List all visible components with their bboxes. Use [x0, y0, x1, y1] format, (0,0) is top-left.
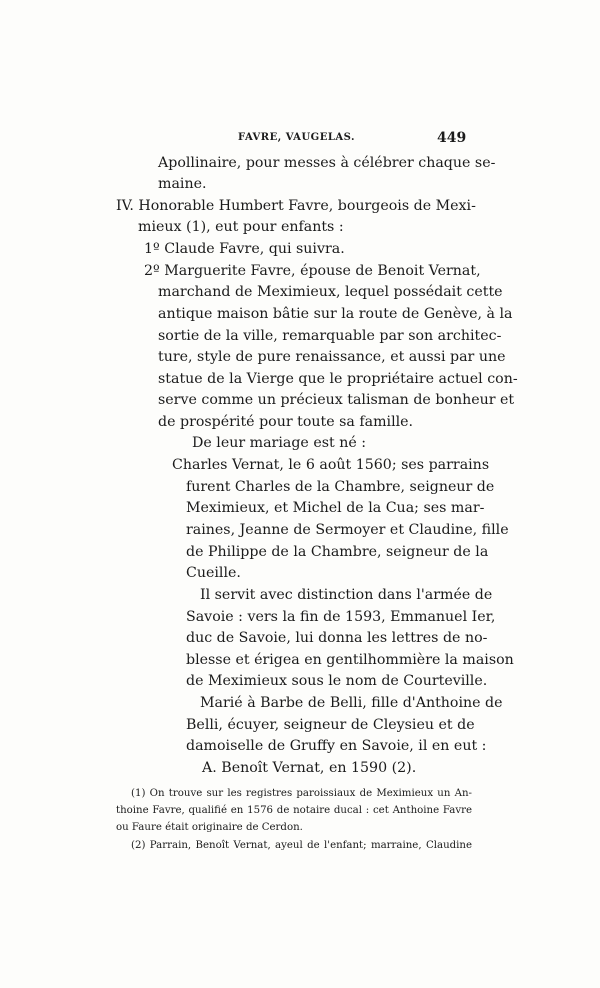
text-line: antique maison bâtie sur la route de Genève, à la — [158, 306, 513, 322]
text-line: IV. Honorable Humbert Favre, bourgeois de Mexi- — [116, 198, 476, 214]
footnote-line: thoine Favre, qualifié en 1576 de notaire ducal : cet Anthoine Favre — [116, 805, 472, 816]
text-line: Belli, écuyer, seigneur de Cleysieu et de — [186, 717, 475, 733]
text-line: damoiselle de Gruffy en Savoie, il en eut : — [186, 738, 487, 754]
text-line: de prospérité pour toute sa famille. — [158, 414, 414, 430]
text-line: ture, style de pure renaissance, et aussi par une — [158, 349, 506, 365]
text-line: marchand de Meximieux, lequel possédait cette — [158, 284, 503, 300]
text-line: Apollinaire, pour messes à célébrer chaque se- — [158, 155, 496, 171]
text-line: maine. — [158, 176, 207, 192]
footnote-line: (2) Parrain, Benoît Vernat, ayeul de l'enfant; marraine, Claudine — [131, 840, 472, 851]
text-line: Cueille. — [186, 565, 241, 581]
text-line: furent Charles de la Chambre, seigneur de — [186, 479, 495, 495]
text-line: Charles Vernat, le 6 août 1560; ses parrains — [172, 457, 490, 473]
text-line: 1º Claude Favre, qui suivra. — [144, 241, 345, 257]
text-line: A. Benoît Vernat, en 1590 (2). — [202, 760, 417, 776]
text-line: Meximieux, et Michel de la Cua; ses mar- — [186, 500, 485, 516]
text-line: sortie de la ville, remarquable par son architec- — [158, 328, 502, 344]
text-line: 2º Marguerite Favre, épouse de Benoit Vernat, — [144, 263, 481, 279]
text-line: de Philippe de la Chambre, seigneur de la — [186, 544, 489, 560]
text-line: serve comme un précieux talisman de bonheur et — [158, 392, 515, 408]
page-number: 449 — [437, 130, 467, 146]
text-line: duc de Savoie, lui donna les lettres de no- — [186, 630, 488, 646]
footnote-line: ou Faure était originaire de Cerdon. — [116, 822, 303, 833]
text-line: de Meximieux sous le nom de Courteville. — [186, 673, 488, 689]
page-header — [0, 130, 600, 150]
text-line: Marié à Barbe de Belli, fille d'Anthoine de — [200, 695, 503, 711]
text-line: Savoie : vers la fin de 1593, Emmanuel Ier, — [186, 609, 496, 625]
text-line: De leur mariage est né : — [192, 435, 367, 451]
footnote-line: (1) On trouve sur les registres paroissiaux de Meximieux un An- — [131, 788, 472, 799]
running-head: FAVRE, VAUGELAS. — [238, 132, 355, 143]
text-line: statue de la Vierge que le propriétaire actuel con- — [158, 371, 518, 387]
text-line: mieux (1), eut pour enfants : — [138, 219, 344, 235]
text-line: blesse et érigea en gentilhommière la maison — [186, 652, 514, 668]
text-line: raines, Jeanne de Sermoyer et Claudine, fille — [186, 522, 509, 538]
text-line: Il servit avec distinction dans l'armée de — [200, 587, 493, 603]
